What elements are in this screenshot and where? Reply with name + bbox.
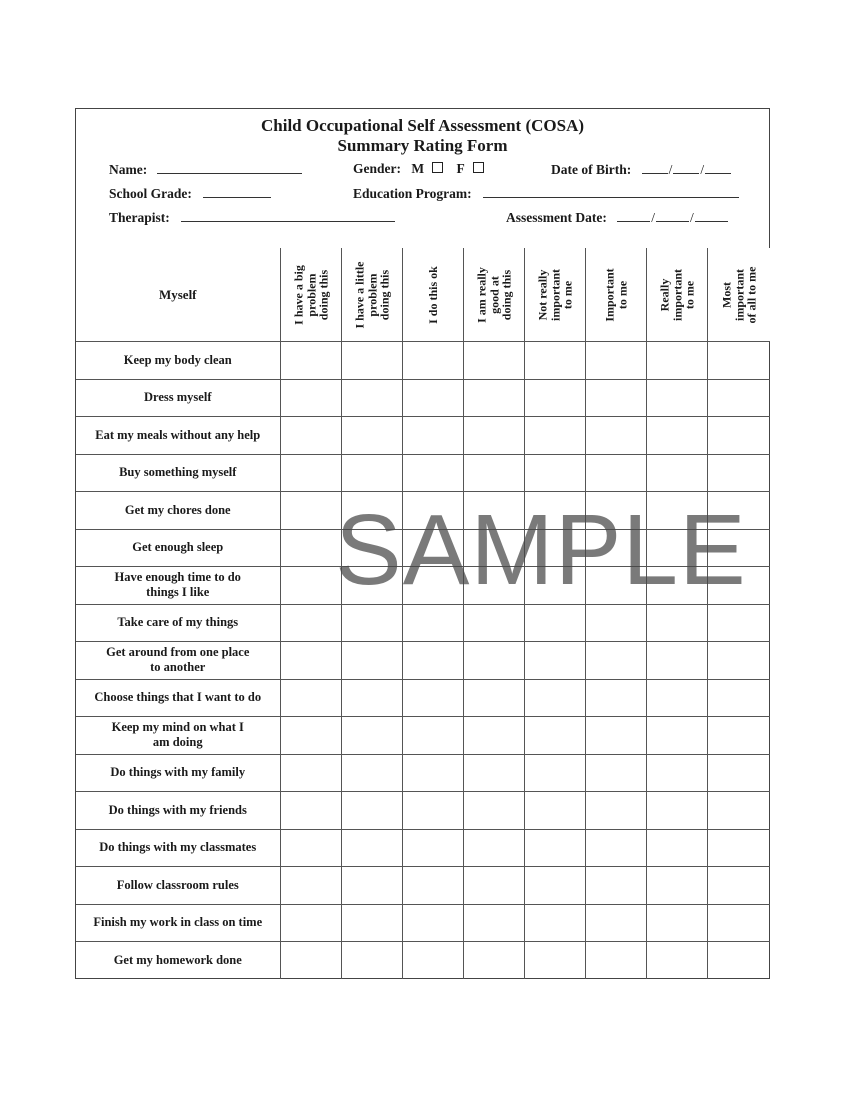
- rating-cell[interactable]: [646, 867, 707, 905]
- rating-cell[interactable]: [524, 792, 585, 830]
- activity-label: [76, 417, 280, 455]
- activity-label: [76, 529, 280, 567]
- rating-cell[interactable]: [341, 754, 402, 792]
- rating-cell[interactable]: [463, 679, 524, 717]
- activity-label: [76, 454, 280, 492]
- rating-cell[interactable]: [341, 792, 402, 830]
- rating-cell[interactable]: [280, 904, 341, 942]
- gender-field: [353, 161, 494, 177]
- rating-cell[interactable]: [707, 492, 770, 530]
- rating-cell[interactable]: [280, 342, 341, 380]
- rating-cell[interactable]: [463, 904, 524, 942]
- rating-table: [76, 248, 770, 979]
- rating-cell[interactable]: [524, 454, 585, 492]
- table-row: [76, 942, 770, 979]
- rating-cell[interactable]: [524, 342, 585, 380]
- rating-cell[interactable]: [585, 792, 646, 830]
- rating-cell[interactable]: [707, 679, 770, 717]
- activity-label-line: Choose things that I want to do: [94, 690, 262, 705]
- rating-cell[interactable]: [707, 942, 770, 979]
- rating-cell[interactable]: [402, 417, 463, 455]
- rating-cell[interactable]: [402, 792, 463, 830]
- rating-cell[interactable]: [524, 379, 585, 417]
- activity-label-line: Finish my work in class on time: [93, 915, 263, 930]
- column-header-line: doing this: [315, 269, 330, 320]
- rating-cell[interactable]: [646, 567, 707, 605]
- rating-cell[interactable]: [524, 679, 585, 717]
- rating-cell[interactable]: [585, 379, 646, 417]
- rating-cell[interactable]: [585, 492, 646, 530]
- rating-cell[interactable]: [585, 904, 646, 942]
- column-header-line: of all to me: [744, 266, 758, 323]
- rating-cell[interactable]: [280, 829, 341, 867]
- column-header-line: good at: [486, 275, 501, 314]
- activity-label: [76, 867, 280, 905]
- rating-cell[interactable]: [341, 417, 402, 455]
- rating-cell[interactable]: [707, 454, 770, 492]
- column-header-line: I am really: [473, 266, 488, 323]
- rating-cell[interactable]: [463, 867, 524, 905]
- activity-label: [76, 567, 280, 605]
- rating-cell[interactable]: [402, 942, 463, 979]
- activity-label: [76, 904, 280, 942]
- therapist-field: [109, 209, 395, 226]
- rating-cell[interactable]: [463, 754, 524, 792]
- rating-cell[interactable]: [585, 679, 646, 717]
- rating-cell[interactable]: [280, 867, 341, 905]
- table-row: [76, 492, 770, 530]
- form-subtitle: Summary Rating Form: [337, 136, 508, 155]
- name-input-line[interactable]: [157, 161, 302, 174]
- column-header-line: important: [731, 268, 746, 321]
- activity-label: [76, 792, 280, 830]
- assessment-date-field: Assessment Date: / /: [506, 209, 728, 226]
- table-row: [76, 904, 770, 942]
- rating-cell[interactable]: [585, 642, 646, 680]
- sample-watermark: SAMPLE: [335, 494, 747, 606]
- rating-cell[interactable]: [707, 829, 770, 867]
- column-header-line: Most: [719, 281, 733, 308]
- rating-cell[interactable]: [646, 642, 707, 680]
- form-title: Child Occupational Self Assessment (COSA): [260, 116, 585, 135]
- gender-f-checkbox[interactable]: [473, 162, 484, 173]
- activity-label-line: Eat my meals without any help: [95, 427, 261, 442]
- activity-label-line: Buy something myself: [119, 465, 237, 480]
- rating-cell[interactable]: [585, 754, 646, 792]
- rating-cell[interactable]: [280, 604, 341, 642]
- activity-label-line: Keep my mind on what I: [111, 720, 244, 735]
- dob-day-line[interactable]: [673, 161, 699, 174]
- rating-cell[interactable]: [524, 942, 585, 979]
- activity-label-line: Dress myself: [144, 390, 212, 405]
- table-row: [76, 754, 770, 792]
- rating-cell[interactable]: [707, 379, 770, 417]
- rating-cell[interactable]: [707, 567, 770, 605]
- rating-cell[interactable]: [402, 492, 463, 530]
- column-header-line: I have a little: [351, 261, 366, 328]
- table-row: [76, 604, 770, 642]
- activity-label: [76, 604, 280, 642]
- rating-column-header: [463, 248, 524, 342]
- rating-cell[interactable]: [341, 379, 402, 417]
- table-row: [76, 717, 770, 755]
- rating-column-header: [585, 248, 646, 342]
- rating-cell[interactable]: [585, 942, 646, 979]
- rating-cell[interactable]: [402, 604, 463, 642]
- rating-cell[interactable]: [402, 829, 463, 867]
- rating-cell[interactable]: [646, 942, 707, 979]
- rating-cell[interactable]: [463, 379, 524, 417]
- table-row: [76, 642, 770, 680]
- rating-cell[interactable]: [341, 679, 402, 717]
- activity-label-line: Get my homework done: [113, 952, 242, 967]
- rating-cell[interactable]: [524, 567, 585, 605]
- rating-cell[interactable]: [524, 417, 585, 455]
- rating-cell[interactable]: [585, 829, 646, 867]
- table-row: [76, 679, 770, 717]
- table-row: [76, 417, 770, 455]
- table-row: [76, 529, 770, 567]
- rating-cell[interactable]: [524, 754, 585, 792]
- activity-label-line: Get enough sleep: [132, 540, 224, 555]
- name-label: Name:: [109, 162, 148, 177]
- column-header-line: doing this: [376, 269, 391, 320]
- rating-cell[interactable]: [707, 417, 770, 455]
- rating-cell[interactable]: [280, 717, 341, 755]
- rating-column-header: [524, 248, 585, 342]
- rating-cell[interactable]: [402, 904, 463, 942]
- rating-cell[interactable]: [707, 754, 770, 792]
- rating-cell[interactable]: [402, 529, 463, 567]
- table-header-row: [76, 248, 770, 342]
- school-grade-field: [109, 185, 271, 202]
- rating-cell[interactable]: [463, 792, 524, 830]
- column-header-line: I do this ok: [425, 265, 440, 324]
- assessment-month-line[interactable]: [617, 209, 650, 222]
- assessment-year-line[interactable]: [695, 209, 728, 222]
- rating-cell[interactable]: [463, 642, 524, 680]
- activity-label-line: Take care of my things: [117, 615, 239, 630]
- activity-label-line: Get around from one place: [106, 645, 250, 660]
- activity-label-line: Do things with my family: [110, 765, 246, 780]
- rating-cell[interactable]: [646, 454, 707, 492]
- rating-cell[interactable]: [402, 342, 463, 380]
- rating-cell[interactable]: [280, 792, 341, 830]
- dob-year-line[interactable]: [705, 161, 731, 174]
- dob-field: Date of Birth: / /: [551, 161, 731, 178]
- column-header-line: Really: [656, 278, 671, 311]
- therapist-input-line[interactable]: [181, 209, 395, 222]
- rating-column-header: [341, 248, 402, 342]
- rating-cell[interactable]: [585, 529, 646, 567]
- rating-cell[interactable]: [463, 942, 524, 979]
- rating-cell[interactable]: [402, 867, 463, 905]
- rating-cell[interactable]: [524, 717, 585, 755]
- rating-cell[interactable]: [707, 792, 770, 830]
- rating-cell[interactable]: [341, 529, 402, 567]
- rating-cell[interactable]: [280, 754, 341, 792]
- column-header-line: doing this: [498, 269, 513, 320]
- table-row: [76, 867, 770, 905]
- column-header-line: Not really: [534, 269, 549, 320]
- rating-cell[interactable]: [402, 379, 463, 417]
- dob-label: Date of Birth:: [551, 162, 632, 177]
- rating-cell[interactable]: [402, 642, 463, 680]
- gender-option-f: F: [456, 161, 465, 176]
- rating-cell[interactable]: [585, 604, 646, 642]
- rating-cell[interactable]: [341, 567, 402, 605]
- activity-label-line: Keep my body clean: [123, 352, 232, 367]
- rating-cell[interactable]: [646, 792, 707, 830]
- rating-cell[interactable]: [402, 454, 463, 492]
- column-header-line: to me: [681, 280, 696, 309]
- rating-cell[interactable]: [646, 904, 707, 942]
- rating-cell[interactable]: [646, 604, 707, 642]
- rating-cell[interactable]: [280, 454, 341, 492]
- rating-cell[interactable]: [463, 567, 524, 605]
- rating-cell[interactable]: [280, 567, 341, 605]
- education-program-input-line[interactable]: [483, 185, 739, 198]
- activity-label-line: Get my chores done: [124, 502, 231, 517]
- rating-cell[interactable]: [463, 417, 524, 455]
- rating-cell[interactable]: [646, 492, 707, 530]
- rating-cell[interactable]: [707, 529, 770, 567]
- rating-cell[interactable]: [280, 529, 341, 567]
- rating-cell[interactable]: [585, 342, 646, 380]
- rating-cell[interactable]: [341, 342, 402, 380]
- rating-cell[interactable]: [341, 942, 402, 979]
- rating-cell[interactable]: [585, 867, 646, 905]
- assessment-date-label: Assessment Date:: [506, 210, 607, 225]
- rating-cell[interactable]: [585, 567, 646, 605]
- rating-column-header: [707, 248, 770, 342]
- education-program-field: [353, 185, 739, 202]
- rating-cell[interactable]: [463, 529, 524, 567]
- therapist-label: Therapist:: [109, 210, 170, 225]
- gender-label: Gender:: [353, 161, 401, 176]
- rating-cell[interactable]: [280, 642, 341, 680]
- myself-header: Myself: [76, 248, 280, 342]
- rating-cell[interactable]: [646, 529, 707, 567]
- activity-label-line: am doing: [152, 735, 203, 750]
- rating-cell[interactable]: [707, 342, 770, 380]
- rating-cell[interactable]: [341, 492, 402, 530]
- school-grade-input-line[interactable]: [203, 185, 271, 198]
- table-row: [76, 379, 770, 417]
- rating-cell[interactable]: [585, 454, 646, 492]
- rating-cell[interactable]: [524, 604, 585, 642]
- assessment-day-line[interactable]: [656, 209, 689, 222]
- table-row: [76, 567, 770, 605]
- activity-label-line: Do things with my classmates: [99, 840, 257, 855]
- activity-label: [76, 492, 280, 530]
- rating-cell[interactable]: [707, 904, 770, 942]
- rating-column-header: [280, 248, 341, 342]
- name-field: [109, 161, 302, 178]
- rating-cell[interactable]: [341, 867, 402, 905]
- rating-column-header: [402, 248, 463, 342]
- rating-cell[interactable]: [341, 829, 402, 867]
- rating-cell[interactable]: [463, 717, 524, 755]
- activity-label: [76, 379, 280, 417]
- rating-cell[interactable]: [707, 717, 770, 755]
- activity-label-line: Follow classroom rules: [116, 877, 239, 892]
- rating-cell[interactable]: [524, 492, 585, 530]
- rating-cell[interactable]: [646, 754, 707, 792]
- rating-cell[interactable]: [585, 417, 646, 455]
- column-header-line: to me: [614, 280, 629, 309]
- table-row: [76, 454, 770, 492]
- table-row: [76, 829, 770, 867]
- rating-cell[interactable]: [341, 904, 402, 942]
- rating-cell[interactable]: [646, 829, 707, 867]
- column-header-line: I have a big: [290, 264, 305, 325]
- rating-column-header: [646, 248, 707, 342]
- rating-cell[interactable]: [463, 342, 524, 380]
- activity-label: [76, 679, 280, 717]
- rating-cell[interactable]: [646, 342, 707, 380]
- rating-cell[interactable]: [707, 642, 770, 680]
- rating-cell[interactable]: [463, 829, 524, 867]
- activity-label: [76, 342, 280, 380]
- activity-label-line: to another: [150, 660, 206, 675]
- activity-label: [76, 942, 280, 979]
- rating-cell[interactable]: [463, 492, 524, 530]
- column-header-line: problem: [364, 272, 379, 317]
- gender-m-checkbox[interactable]: [432, 162, 443, 173]
- rating-cell[interactable]: [524, 529, 585, 567]
- column-header-line: important: [547, 268, 562, 321]
- rating-cell[interactable]: [646, 417, 707, 455]
- rating-cell[interactable]: [707, 604, 770, 642]
- table-row: [76, 342, 770, 380]
- cosa-form: [75, 108, 770, 979]
- rating-cell[interactable]: [646, 679, 707, 717]
- school-grade-label: School Grade:: [109, 186, 192, 201]
- rating-cell[interactable]: [402, 567, 463, 605]
- rating-cell[interactable]: [524, 642, 585, 680]
- activity-label-line: Do things with my friends: [108, 802, 247, 817]
- rating-cell[interactable]: [341, 454, 402, 492]
- rating-cell[interactable]: [524, 867, 585, 905]
- activity-label: [76, 642, 280, 680]
- rating-cell[interactable]: [707, 867, 770, 905]
- rating-cell[interactable]: [280, 417, 341, 455]
- activity-label-line: things I like: [146, 585, 210, 600]
- gender-option-m: M: [411, 161, 425, 176]
- rating-cell[interactable]: [646, 717, 707, 755]
- form-header: [76, 109, 769, 249]
- rating-cell[interactable]: [280, 679, 341, 717]
- rating-cell[interactable]: [402, 679, 463, 717]
- dob-month-line[interactable]: [642, 161, 668, 174]
- rating-cell[interactable]: [341, 642, 402, 680]
- activity-label-line: Have enough time to do: [114, 570, 241, 585]
- activity-label: [76, 754, 280, 792]
- rating-cell[interactable]: [341, 604, 402, 642]
- education-program-label: Education Program:: [353, 186, 472, 201]
- activity-label: [76, 829, 280, 867]
- rating-cell[interactable]: [463, 604, 524, 642]
- table-row: [76, 792, 770, 830]
- column-header-line: to me: [559, 280, 574, 309]
- rating-cell[interactable]: [341, 717, 402, 755]
- rating-cell[interactable]: [402, 754, 463, 792]
- column-header-line: problem: [303, 272, 318, 317]
- activity-label: [76, 717, 280, 755]
- rating-cell[interactable]: [280, 379, 341, 417]
- rating-cell[interactable]: [463, 454, 524, 492]
- column-header-line: Important: [602, 267, 616, 322]
- rating-cell[interactable]: [524, 904, 585, 942]
- rating-cell[interactable]: [402, 717, 463, 755]
- column-header-line: important: [669, 268, 684, 321]
- rating-cell[interactable]: [280, 942, 341, 979]
- rating-cell[interactable]: [585, 717, 646, 755]
- rating-cell[interactable]: [280, 492, 341, 530]
- rating-cell[interactable]: [524, 829, 585, 867]
- rating-cell[interactable]: [646, 379, 707, 417]
